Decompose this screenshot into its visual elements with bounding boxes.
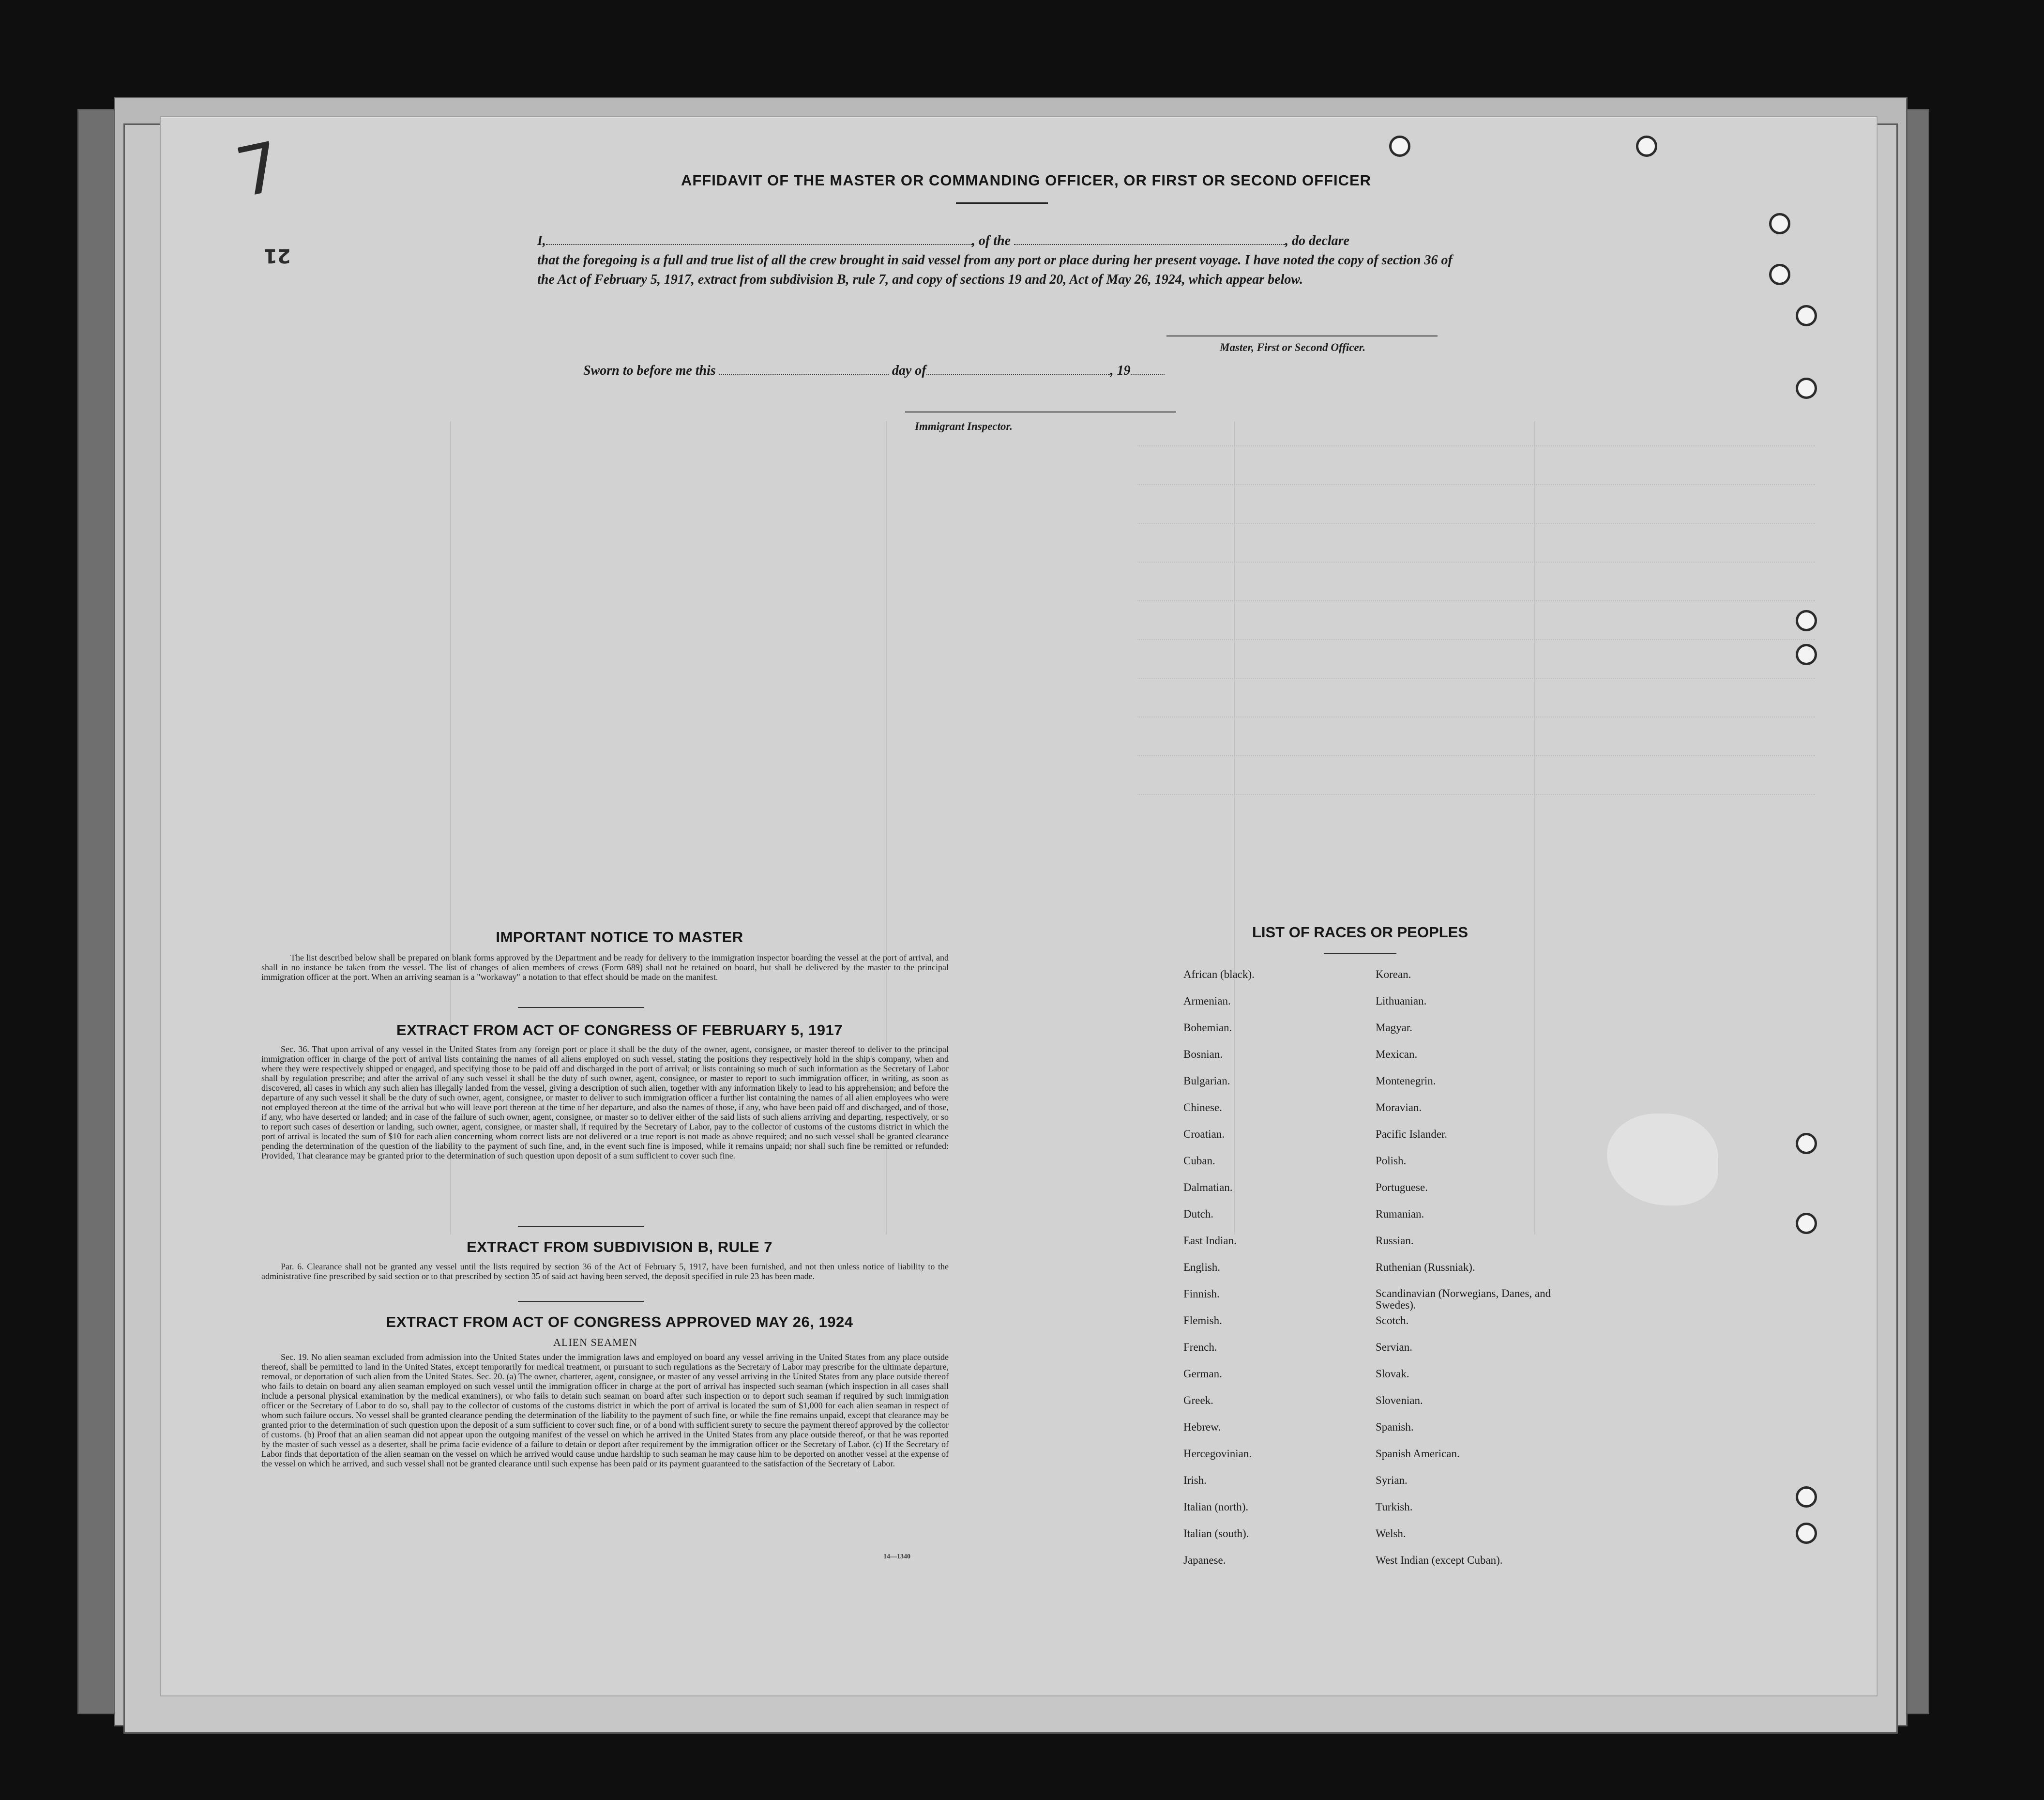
races-right-column bbox=[1376, 968, 1579, 1581]
inspector-caption: Immigrant Inspector. bbox=[915, 420, 1013, 432]
race-item: East Indian. bbox=[1183, 1235, 1237, 1247]
bleed-through-line bbox=[1137, 600, 1815, 601]
race-item: Hebrew. bbox=[1183, 1421, 1221, 1433]
binder-hole bbox=[1769, 213, 1790, 234]
binder-hole bbox=[1389, 136, 1410, 157]
race-item: Finnish. bbox=[1183, 1288, 1220, 1300]
month-blank[interactable] bbox=[926, 363, 1110, 375]
bleed-through-line bbox=[1137, 639, 1815, 640]
day-blank[interactable] bbox=[719, 363, 889, 375]
form-number: 14—1340 bbox=[883, 1553, 910, 1560]
binder-hole bbox=[1796, 1133, 1817, 1154]
extract-rule7-title: EXTRACT FROM SUBDIVISION B, RULE 7 bbox=[467, 1238, 772, 1255]
notice-title: IMPORTANT NOTICE TO MASTER bbox=[496, 929, 743, 946]
race-item: Cuban. bbox=[1183, 1155, 1215, 1167]
race-item: Italian (south). bbox=[1183, 1527, 1249, 1540]
race-item: Greek. bbox=[1183, 1394, 1213, 1406]
binder-hole bbox=[1796, 644, 1817, 665]
extract-rule7-body: Par. 6. Clearance shall not be granted any vessel until the lists required by section 36 of the Act of February 5, 1917, have been furnished, and not then unless notice of liability to the administrative fine prescribed by said section or to that prescribed by section 35 of said act having been served, the deposit specified in rule 23 has been made. bbox=[261, 1262, 949, 1281]
race-item: Ruthenian (Russniak). bbox=[1376, 1261, 1475, 1273]
affidavit-text bbox=[537, 231, 1467, 290]
race-item: German. bbox=[1183, 1368, 1222, 1380]
races-left-column bbox=[1183, 968, 1255, 1581]
year-blank[interactable] bbox=[1131, 363, 1165, 375]
binder-hole bbox=[1796, 1213, 1817, 1234]
race-item: Spanish American. bbox=[1376, 1448, 1460, 1460]
race-item: Slovenian. bbox=[1376, 1394, 1423, 1406]
binder-hole bbox=[1796, 610, 1817, 631]
race-item: Bohemian. bbox=[1183, 1022, 1232, 1034]
affidavit-heading: AFFIDAVIT OF THE MASTER OR COMMANDING OFFICER, OR FIRST OR SECOND OFFICER bbox=[681, 172, 1372, 189]
race-item: Welsh. bbox=[1376, 1527, 1406, 1540]
race-item: African (black). bbox=[1183, 968, 1255, 980]
bleed-through-line bbox=[1137, 755, 1815, 756]
extract-1924-title: EXTRACT FROM ACT OF CONGRESS APPROVED MAY 26, 1924 bbox=[386, 1313, 853, 1330]
race-item: Spanish. bbox=[1376, 1421, 1414, 1433]
bleed-through-line bbox=[1137, 484, 1815, 485]
race-item: Montenegrin. bbox=[1376, 1075, 1436, 1087]
bleed-through-line bbox=[1137, 445, 1815, 446]
race-item: Croatian. bbox=[1183, 1128, 1225, 1140]
binder-hole bbox=[1636, 136, 1657, 157]
binder-hole bbox=[1769, 264, 1790, 285]
section-rule bbox=[518, 1007, 644, 1008]
race-item: Flemish. bbox=[1183, 1314, 1222, 1327]
extract-1917-title: EXTRACT FROM ACT OF CONGRESS OF FEBRUARY 5, 1917 bbox=[396, 1022, 843, 1038]
extract-1924-body: Sec. 19. No alien seaman excluded from admission into the United States under the immigration laws and employed on board any vessel arriving in the United States from any place outside thereof, shall be permitted to land in the United States, except temporarily for medical treatment, or pursuant to such regulations as the Secretary of Labor may prescribe for the ultimate departure, removal, or deportation of such alien from the United States. Sec. 20. (a) The owner, charterer, agent, consignee, or master of any vessel arriving in the United States from any place outside thereof who fails to detain on board any alien seaman employed on such vessel until the immigration officer in charge at the port of arrival has inspected such seaman (which inspection in all cases shall include a personal physical examination by the medical examiners), or who fails to detain such seaman on board after such inspection or to deport such seaman if required by such immigration officer or the Secretary of Labor to do so, shall pay to the collector of customs of the customs district in which the port of arrival is located the sum of $1,000 for each alien seaman in respect of whom such failure occurs. No vessel shall be granted clearance pending the determination of the liability to the payment of such fine, or while the fine remains unpaid, except that clearance may be granted prior to the determination of such question upon the deposit of a sum sufficient to cover such fine, or of a bond with sufficient surety to secure the payment thereof approved by the collector of customs. (b) Proof that an alien seaman did not appear upon the outgoing manifest of the vessel on which he arrived in the United States from any place outside thereof, or that he was reported by the master of such vessel as a deserter, shall be prima facie evidence of a failure to detain or deport after requirement by the immigration officer or the Secretary of Labor. (c) If the Secretary of Labor finds that deportation of the alien seaman on the vessel on which he arrived would cause undue hardship to such seaman he may cause him to be deported on another vessel at the expense of the vessel on which he arrived, and such vessel shall not be granted clearance until such expense has been paid or its payment guaranteed to the satisfaction of the Secretary of Labor. bbox=[261, 1352, 949, 1468]
races-title: LIST OF RACES OR PEOPLES bbox=[1252, 924, 1469, 941]
race-item: Dalmatian. bbox=[1183, 1181, 1233, 1193]
race-item: Pacific Islander. bbox=[1376, 1128, 1448, 1140]
race-item: Magyar. bbox=[1376, 1022, 1413, 1034]
race-item: Japanese. bbox=[1183, 1554, 1226, 1566]
race-item: Turkish. bbox=[1376, 1501, 1413, 1513]
race-item: Slovak. bbox=[1376, 1368, 1409, 1380]
race-item: Moravian. bbox=[1376, 1101, 1422, 1114]
affidavit-body: that the foregoing is a full and true list of all the crew brought in said vessel from any port or place during her present voyage. I have noted the copy of section 36 of the Act of February 5, 1917, extract from subdivision B, rule 7, and copy of sections 19 and 20, Act of May 26, 1924, which appear below. bbox=[537, 253, 1453, 287]
binder-hole bbox=[1796, 305, 1817, 326]
bleed-through-line bbox=[1137, 794, 1815, 795]
handwritten-number: 21 bbox=[264, 244, 291, 267]
race-item: Portuguese. bbox=[1376, 1181, 1428, 1193]
binder-hole bbox=[1796, 1523, 1817, 1544]
heading-rule bbox=[956, 202, 1048, 204]
race-item: Rumanian. bbox=[1376, 1208, 1424, 1220]
vessel-blank[interactable] bbox=[1014, 233, 1285, 245]
bleed-through-line bbox=[1137, 523, 1815, 524]
race-item: Russian. bbox=[1376, 1235, 1414, 1247]
race-item: Italian (north). bbox=[1183, 1501, 1249, 1513]
bleed-through-line bbox=[1137, 562, 1815, 563]
race-item: Dutch. bbox=[1183, 1208, 1213, 1220]
race-item: Polish. bbox=[1376, 1155, 1407, 1167]
race-item: Armenian. bbox=[1183, 995, 1231, 1007]
race-item: Syrian. bbox=[1376, 1474, 1408, 1486]
section-rule bbox=[518, 1226, 644, 1227]
section-rule bbox=[518, 1301, 644, 1302]
race-item: Hercegovinian. bbox=[1183, 1448, 1252, 1460]
race-item: Korean. bbox=[1376, 968, 1411, 980]
race-item: Mexican. bbox=[1376, 1048, 1418, 1060]
section-rule bbox=[1324, 953, 1396, 954]
sworn-line: Sworn to before me this day of , 19 bbox=[583, 361, 1358, 381]
race-item: Bosnian. bbox=[1183, 1048, 1223, 1060]
bleed-through-line bbox=[1137, 678, 1815, 679]
race-item: Chinese. bbox=[1183, 1101, 1222, 1114]
race-item: Bulgarian. bbox=[1183, 1075, 1230, 1087]
notice-body: The list described below shall be prepared on blank forms approved by the Department and be ready for delivery to the immigration inspector boarding the vessel at the port of arrival, and shall in no instance be taken from the vessel. The list of changes of alien members of crews (Form 689) shall not be retained on board, but shall be delivered by the master to the principal immigration officer at the port. When an arriving seaman is a "workaway" a notation to that effect should be made on the manifest. bbox=[261, 953, 949, 982]
master-caption: Master, First or Second Officer. bbox=[1220, 341, 1366, 353]
race-item: Scotch. bbox=[1376, 1314, 1409, 1327]
race-item: English. bbox=[1183, 1261, 1221, 1273]
race-item: Irish. bbox=[1183, 1474, 1207, 1486]
race-item: West Indian (except Cuban). bbox=[1376, 1554, 1503, 1566]
handwritten-mark: 7 bbox=[229, 127, 288, 214]
extract-1917-body: Sec. 36. That upon arrival of any vessel in the United States from any foreign port or place it shall be the duty of the owner, agent, consignee, or master thereof to deliver to the principal immigration officer in charge of the port of arrival lists containing the names of all aliens employed on such vessel, stating the positions they respectively hold in the ship's company, when and where they were respectively shipped or engaged, and specifying those to be paid off and discharged in the port of arrival; or lists containing so much of such information as the Secretary of Labor shall by regulation prescribe; and after the arrival of any such vessel it shall be the duty of such owner, agent, consignee, or master to report to such immigration officer, in writing, as soon as discovered, all cases in which any such alien has illegally landed from the vessel, giving a description of such alien, together with any information likely to lead to his apprehension; and before the departure of any such vessel it shall be the duty of such owner, agent, consignee, or master to deliver to such immigration officer a further list containing the names of all alien employees who were not employed thereon at the time of the arrival but who will leave port thereon at the time of her departure, and also the names of those, if any, who have been paid off and discharged, and of those, if any, who have deserted or landed; and in case of the failure of such owner, agent, consignee, or master so to deliver either of the said lists of such aliens arriving and departing, respectively, or so to report such cases of desertion or landing, such owner, agent, consignee, or master shall, if required by the Secretary of Labor, pay to the collector of customs of the customs district in which the port of arrival is located the sum of $10 for each alien concerning whom correct lists are not delivered or a true report is not made as above required; and no such vessel shall be granted clearance pending the determination of the question of the liability to the payment of such fine, and, in the event such fine is imposed, while it remains unpaid; nor shall such fine be remitted or refunded: Provided, That clearance may be granted prior to the determination of such question upon deposit of a sum sufficient to cover such fine. bbox=[261, 1044, 949, 1160]
race-item: French. bbox=[1183, 1341, 1217, 1353]
binder-hole bbox=[1796, 378, 1817, 399]
race-item: Lithuanian. bbox=[1376, 995, 1427, 1007]
affidavit-line-1: I, , of the , do declare bbox=[537, 233, 1349, 248]
race-item: Scandinavian (Norwegians, Danes, and Swedes). bbox=[1376, 1287, 1551, 1311]
alien-seamen-subhead: ALIEN SEAMEN bbox=[553, 1336, 637, 1348]
race-item: Servian. bbox=[1376, 1341, 1413, 1353]
binder-hole bbox=[1796, 1486, 1817, 1508]
name-blank[interactable] bbox=[546, 233, 972, 245]
